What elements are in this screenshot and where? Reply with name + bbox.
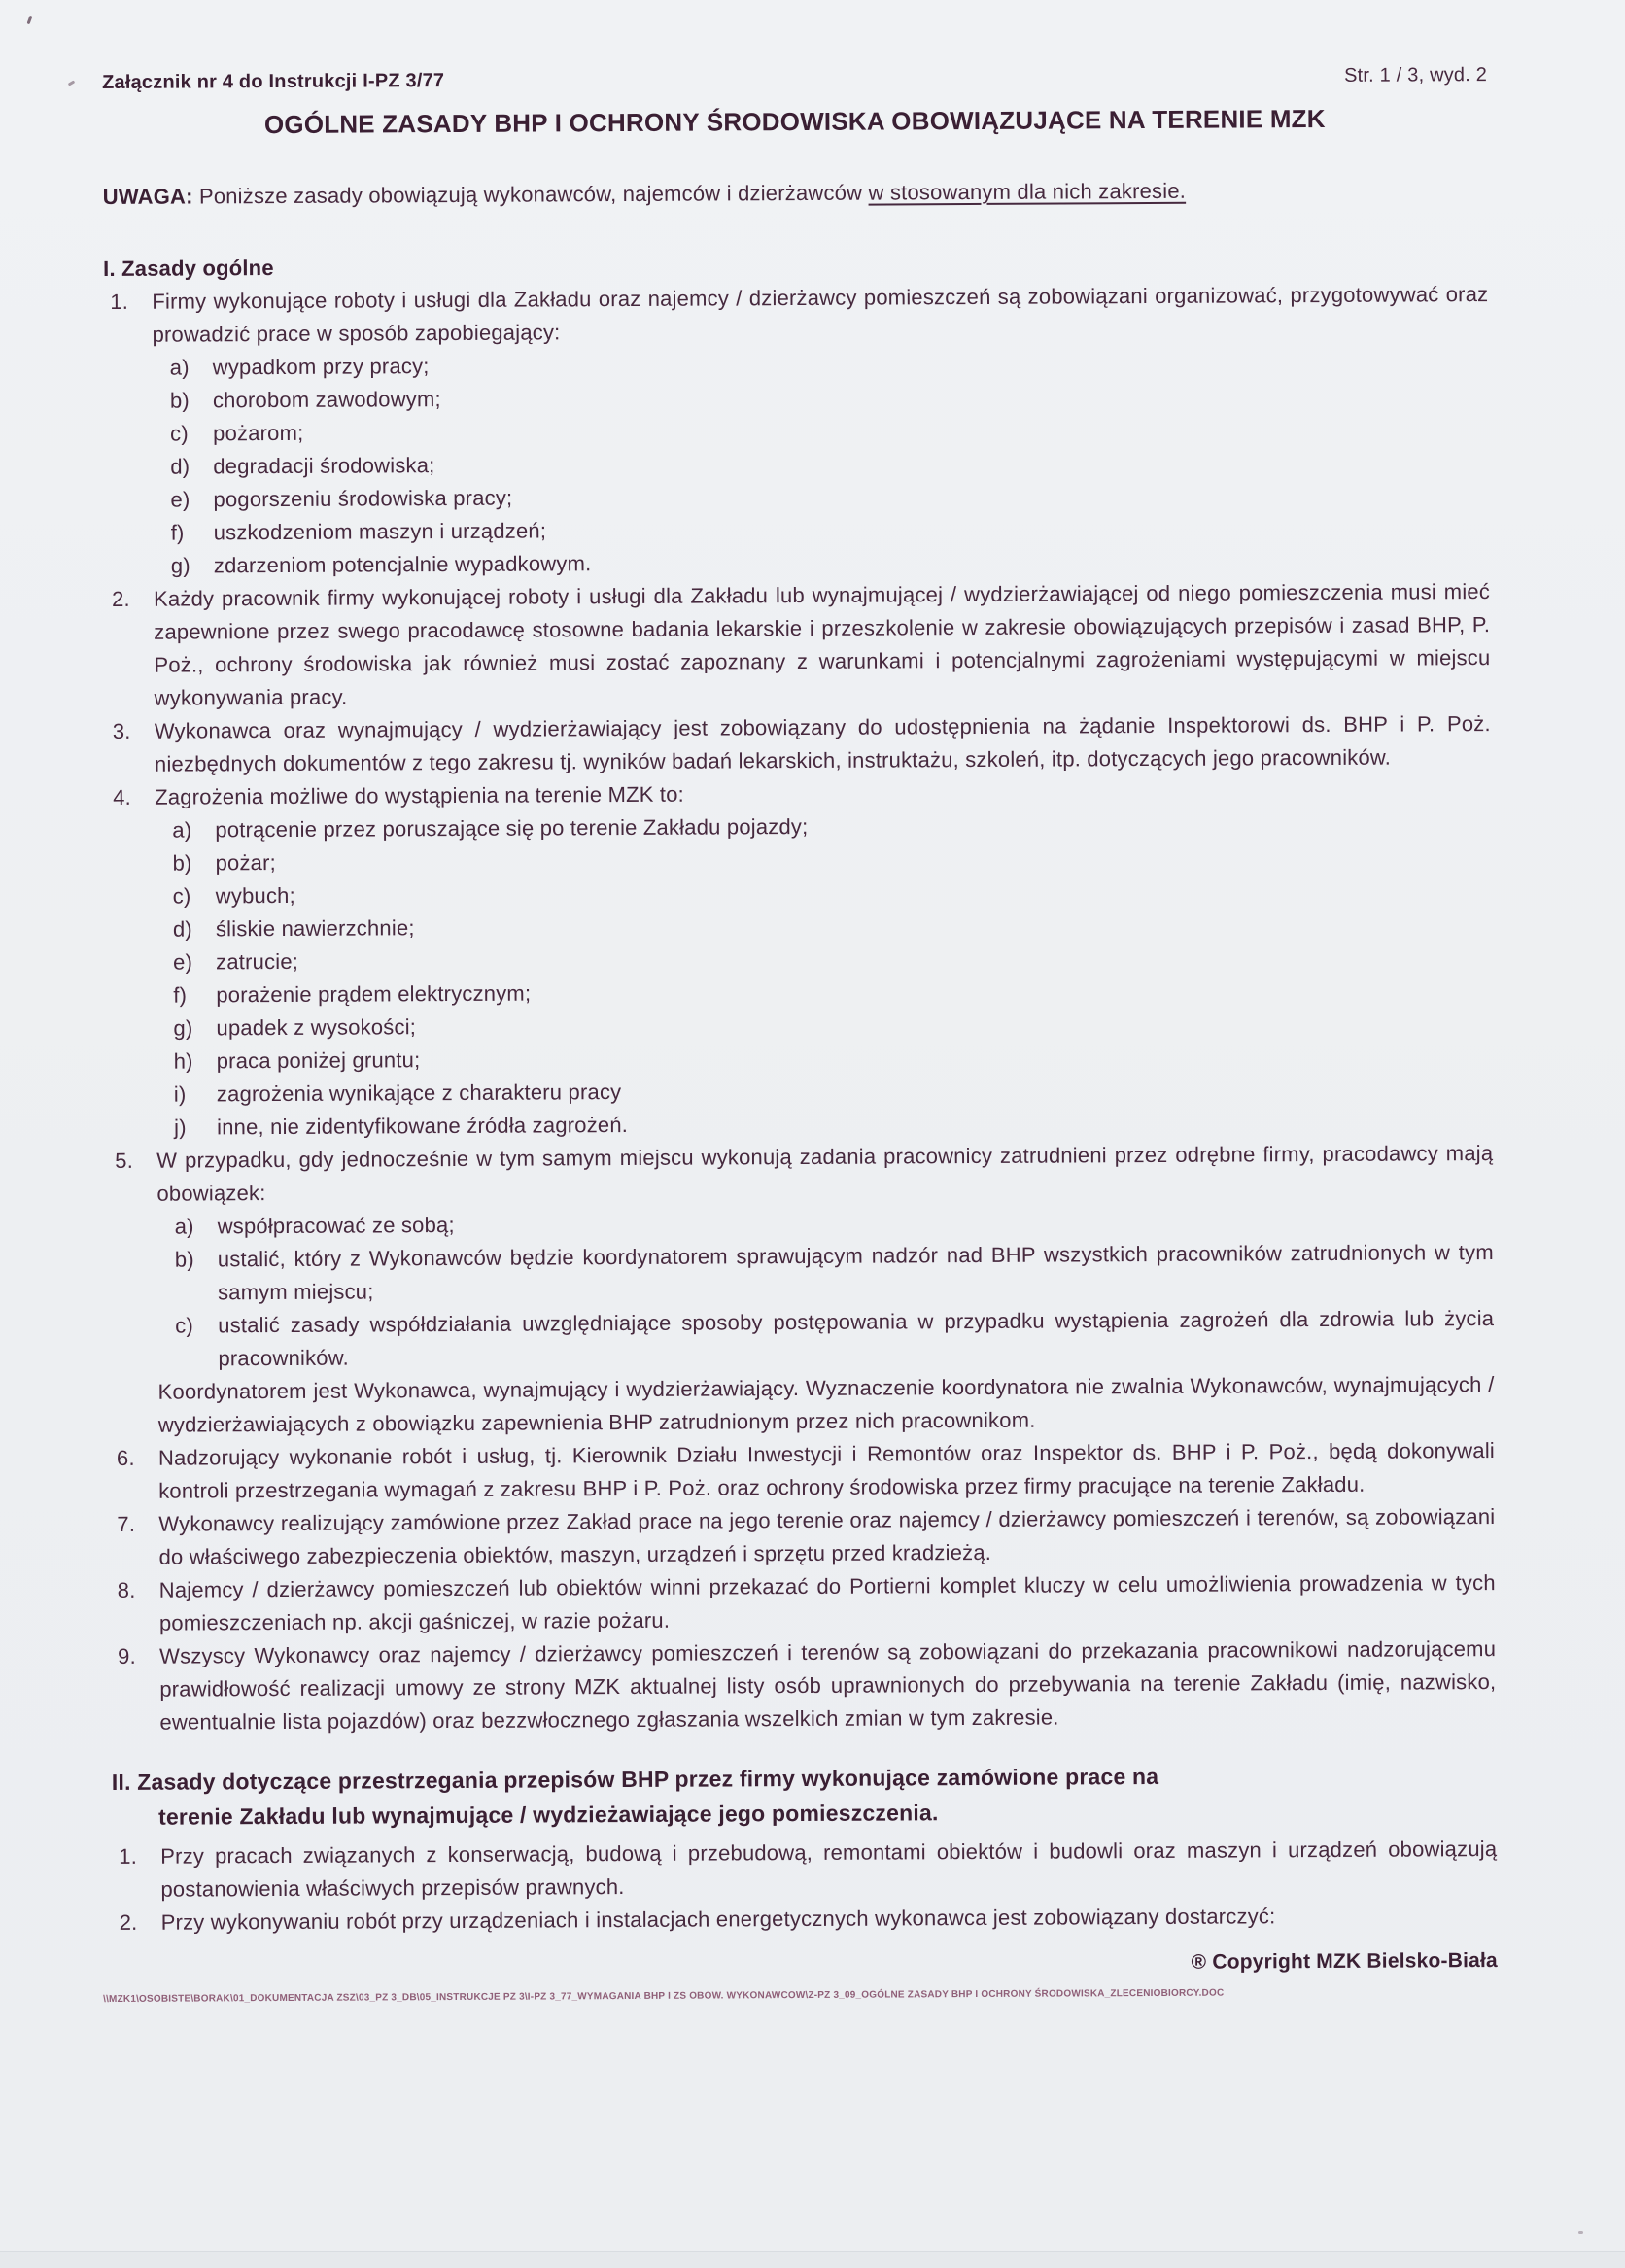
- sub-item-text: porażenie prądem elektrycznym;: [216, 980, 532, 1008]
- sub-item-marker: c): [172, 883, 191, 909]
- document-title: OGÓLNE ZASADY BHP I OCHRONY ŚRODOWISKA OBOWIĄZUJĄCE NA TERENIE MZK: [263, 103, 1326, 140]
- list-item-2: [105, 575, 1491, 715]
- sub-item-marker: d): [172, 916, 192, 942]
- sub-item-marker: h): [173, 1048, 193, 1074]
- scan-speck: [68, 80, 76, 86]
- sub-item-text: praca poniżej gruntu;: [216, 1048, 421, 1074]
- sub-list: [172, 807, 1493, 1145]
- item-body: [156, 1137, 1495, 1442]
- scan-speck: [1578, 2231, 1583, 2234]
- sub-list-item: [175, 1302, 1494, 1376]
- sub-item-marker: e): [173, 949, 193, 975]
- sub-item-marker: i): [173, 1082, 187, 1107]
- sub-item-text: współpracować ze sobą;: [217, 1212, 455, 1239]
- sub-item-text: chorobom zawodowym;: [212, 387, 441, 413]
- sub-item-marker: a): [174, 1214, 194, 1239]
- page-indicator: Str. 1 / 3, wyd. 2: [1343, 64, 1488, 86]
- attachment-label: Załącznik nr 4 do Instrukcji I-PZ 3/77: [102, 70, 445, 93]
- item-number: 1.: [119, 1843, 138, 1869]
- item-body: [154, 575, 1491, 715]
- sub-item-marker: b): [174, 1247, 194, 1272]
- sub-item-text: ustalić zasady współdziałania uwzględniające sposoby postępowania w przypadku wystąpienia zagrożeń dla zdrowia lub życia pracowników.: [218, 1306, 1495, 1371]
- item-body: [158, 1500, 1495, 1574]
- list-item-II-2: [113, 1899, 1498, 1940]
- sub-item-text: pogorszeniu środowiska pracy;: [213, 485, 513, 512]
- scanner-background: [0, 2252, 1625, 2268]
- sub-list-item: [175, 1236, 1494, 1310]
- list-item-8: [111, 1566, 1496, 1640]
- item-body: [155, 707, 1491, 781]
- sub-item-text: inne, nie zidentyfikowane źródła zagrożeń.: [217, 1112, 629, 1140]
- item-body: [155, 773, 1493, 1145]
- sub-item-marker: f): [173, 982, 188, 1008]
- sub-item-marker: g): [170, 553, 190, 578]
- item-body: [152, 278, 1490, 583]
- item-number: 9.: [118, 1643, 136, 1668]
- document-header: [102, 62, 1487, 95]
- list-item-6: [110, 1434, 1495, 1508]
- section-1-list: [103, 278, 1496, 1739]
- item-text: Firmy wykonujące roboty i usługi dla Zakładu oraz najemcy / dzierżawcy pomieszczeń są zobowiązani organizować, przygotowywać oraz prowadzić prace w sposób zapobiegający:: [152, 282, 1489, 347]
- sub-item-text: zatrucie;: [216, 948, 299, 975]
- sub-item-marker: b): [169, 388, 190, 413]
- item-text: Najemcy / dzierżawcy pomieszczeń lub obiektów winni przekazać do Portierni komplet kluczy w celu umożliwienia prowadzenia w tych pomieszczeniach np. akcji gaśniczej, w razie pożaru.: [158, 1570, 1496, 1635]
- item-text: W przypadku, gdy jednocześnie w tym samym miejscu wykonują zadania pracownicy zatrudnieni przez odrębne firmy, pracodawcy mają obowiązek:: [156, 1141, 1494, 1206]
- item-text: Każdy pracownik firmy wykonującej roboty i usługi dla Zakładu lub wynajmującej / wydzierżawiającej od niego pomieszczenia musi mieć zapewnione przez swego pracodawcę stosowne badania lekarskie i przeszkolenie w zakresie obowiązujących przepisów i zasad BHP, P. Poż., ochrony środowiska jak również musi zostać zapoznany z warunkami i potencjalnymi zagrożeniami występującymi w miejscu wykonywania pracy.: [153, 579, 1491, 710]
- item-number: 7.: [117, 1511, 136, 1536]
- sub-item-text: uszkodzeniom maszyn i urządzeń;: [213, 518, 547, 545]
- list-item-4: [106, 773, 1493, 1145]
- item-body: [159, 1566, 1496, 1640]
- sub-item-text: degradacji środowiska;: [213, 453, 435, 479]
- sub-item-marker: a): [169, 355, 190, 380]
- sub-item-text: upadek z wysokości;: [216, 1014, 417, 1041]
- section-1-heading: I. Zasady ogólne: [103, 256, 274, 281]
- item-text: Zagrożenia możliwe do wystąpienia na terenie MZK to:: [155, 781, 685, 809]
- item-number: 2.: [111, 586, 130, 611]
- list-item-1: [103, 278, 1490, 583]
- section-2-heading-line-2: terenie Zakładu lub wynajmujące / wydzieżawiające jego pomieszczenia.: [157, 1800, 939, 1830]
- item-body: [159, 1632, 1497, 1739]
- list-item-7: [110, 1500, 1495, 1574]
- copyright-notice: ® Copyright MZK Bielsko-Biała: [1191, 1949, 1498, 1974]
- item-body: [161, 1899, 1498, 1940]
- sub-item-marker: c): [175, 1313, 194, 1338]
- sub-item-marker: f): [170, 520, 185, 545]
- sub-item-marker: c): [170, 421, 189, 446]
- sub-item-marker: g): [173, 1015, 193, 1041]
- list-item-3: [106, 707, 1491, 781]
- item-text: Wykonawcy realizujący zamówione przez Zakład prace na jego terenie oraz najemcy / dzierżawcy pomieszczeń i terenów, są zobowiązani do właściwego zabezpieczenia obiektów, maszyn, urządzeń i sprzętu przed kradzieżą.: [158, 1504, 1496, 1569]
- sub-item-text: potrącenie przez poruszające się po terenie Zakładu pojazdy;: [215, 813, 809, 842]
- item-text: Wszyscy Wykonawcy oraz najemcy / dzierżawcy pomieszczeń i terenów są zobowiązani do przekazania pracownikowi nadzorującemu prawidłowość realizacji umowy ze strony MZK aktualnej listy osób uprawnionych do przebywania na terenie Zakładu (imię, nazwisko, ewentualnie lista pojazdów) oraz bezzwłocznego zgłaszania wszelkich zmian w tym zakresie.: [159, 1636, 1497, 1735]
- item-text: Przy wykonywaniu robót przy urządzeniach i instalacjach energetycznych wykonawca jest zobowiązany dostarczyć:: [160, 1904, 1276, 1935]
- document-content: [102, 62, 1498, 2006]
- notice-label: UWAGA:: [102, 184, 193, 209]
- section-2-heading-line-1: II. Zasady dotyczące przestrzegania przepisów BHP przez firmy wykonujące zamówione prace na: [111, 1763, 1159, 1795]
- sub-item-marker: a): [172, 817, 192, 842]
- item-number: 3.: [112, 718, 131, 743]
- section-2-list: [112, 1833, 1498, 1940]
- list-item-II-1: [112, 1833, 1497, 1907]
- item-body: [160, 1833, 1497, 1907]
- item-text: Nadzorujący wykonanie robót i usług, tj. Kierownik Działu Inwestycji i Remontów oraz Inspektor ds. BHP i P. Poż., będą dokonywali kontroli przestrzegania wymagań z zakresu BHP i P. Poż. oraz ochrony środowiska przez firmy pracujące na terenie Zakładu.: [157, 1438, 1496, 1503]
- item-number: 4.: [113, 784, 131, 809]
- item-number: 8.: [117, 1577, 136, 1602]
- sub-item-text: pożarom;: [213, 420, 304, 446]
- sub-item-text: pożar;: [215, 850, 276, 876]
- sub-item-marker: j): [174, 1115, 187, 1140]
- item-number: 5.: [115, 1148, 134, 1173]
- document-file-path: \\MZK1\OSOBISTE\BORAK\01_DOKUMENTACJA ZSZ\03_PZ 3_DB\05_INSTRUKCJE PZ 3\I-PZ 3_77_WYMAGANIA BHP I ZS OBOW. WYKONAWCOW\Z-PZ 3_09_OGÓLNE ZASADY BHP I OCHRONY ŚRODOWISKA_ZLECENIOBIORCY.DOC: [103, 1987, 1225, 2006]
- sub-item-text: wybuch;: [215, 882, 295, 909]
- notice-underlined-text: w stosowanym dla nich zakresie.: [868, 178, 1187, 205]
- notice-text: Poniższe zasady obowiązują wykonawców, najemców i dzierżawców: [198, 180, 863, 209]
- sub-item-text: zagrożenia wynikające z charakteru pracy: [216, 1080, 622, 1107]
- item-number: 2.: [119, 1909, 138, 1935]
- list-item-9: [111, 1632, 1497, 1739]
- item-number: 1.: [110, 289, 129, 314]
- item-body: [158, 1434, 1495, 1508]
- item-text: Przy pracach związanych z konserwacją, budową i przebudową, remontami obiektów i budowli oraz maszyn i urządzeń obowiązują postanowienia właściwych przepisów prawnych.: [160, 1837, 1498, 1902]
- sub-list: [170, 344, 1490, 583]
- list-item-5: [108, 1137, 1495, 1442]
- sub-item-text: śliskie nawierzchnie;: [215, 915, 415, 942]
- item-continuation-text: Koordynatorem jest Wykonawca, wynajmujący i wydzierżawiający. Wyznaczenie koordynatora nie zwalnia Wykonawców, wynajmujących / wydzierżawiających z obowiązku zapewnienia BHP zatrudnionym przez nich pracownikom.: [157, 1372, 1495, 1437]
- sub-item-marker: b): [172, 850, 192, 876]
- item-text: Wykonawca oraz wynajmujący / wydzierżawiający jest zobowiązany do udostępnienia na żądanie Inspektorowi ds. BHP i P. Poż. niezbędnych dokumentów z tego zakresu tj. wyników badań lekarskich, instruktażu, szkoleń, itp. dotyczących jego pracowników.: [154, 711, 1491, 776]
- sub-item-marker: d): [170, 454, 190, 479]
- sub-item-text: ustalić, który z Wykonawców będzie koordynatorem sprawującym nadzór nad BHP wszystkich pracowników zatrudnionych w tym samym miejscu;: [217, 1240, 1494, 1305]
- sub-list: [175, 1203, 1495, 1376]
- scan-speck: [27, 16, 33, 24]
- notice-line: [103, 173, 1488, 214]
- sub-item-marker: e): [170, 487, 190, 512]
- item-number: 6.: [116, 1445, 135, 1470]
- section-2-heading: [112, 1757, 1497, 1835]
- sub-item-text: zdarzeniom potencjalnie wypadkowym.: [213, 551, 592, 578]
- sub-item-text: wypadkom przy pracy;: [212, 354, 430, 380]
